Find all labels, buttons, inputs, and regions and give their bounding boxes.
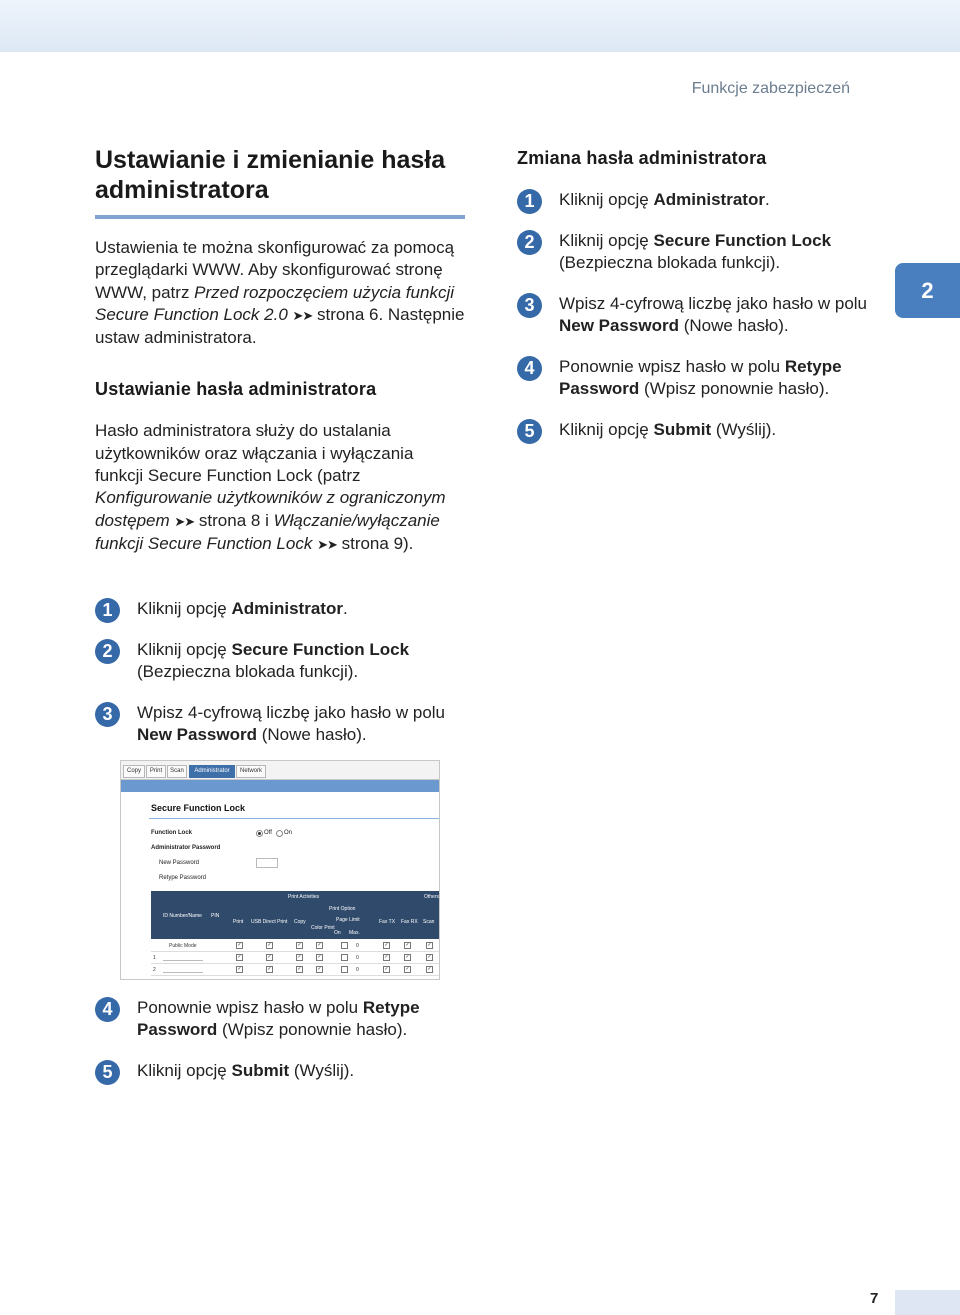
th-print-option: Print Option (329, 906, 356, 912)
checkbox: ✓ (427, 954, 432, 960)
step-ui-term: Retype Password (559, 357, 842, 399)
screenshot-header-band (121, 780, 439, 792)
steps-set-password-b (95, 997, 455, 1082)
id-field (163, 972, 203, 973)
screenshot-tab-bar (121, 761, 439, 780)
checkbox: ✓ (317, 966, 322, 972)
th-pin: PIN (211, 913, 220, 919)
off-label: Off (264, 830, 272, 836)
intro-text-2: strona 6. Następnie ustaw administratora. (95, 304, 465, 348)
row-label: Public Mode (169, 943, 197, 949)
subheading-set-password: Ustawianie hasła administratora (95, 379, 377, 400)
step-number-marker: 5 (95, 1060, 120, 1085)
th-fax-rx: Fax RX (401, 919, 418, 925)
checkbox: ✓ (267, 942, 272, 948)
checkbox: ✓ (297, 942, 302, 948)
checkbox: ✓ (237, 954, 242, 960)
step-ui-term: Administrator (231, 599, 343, 618)
step-number-marker: 4 (95, 997, 120, 1022)
step-text: (Wpisz ponownie hasło). (217, 1020, 408, 1040)
step-text: (Wpisz ponownie hasło). (639, 379, 830, 399)
screenshot-title-rule (149, 818, 439, 819)
restricted-users-table (151, 891, 439, 979)
new-password-label: New Password (159, 860, 200, 866)
step-text: Kliknij opcję (559, 190, 654, 209)
step-text: (Wyślij). (711, 420, 777, 439)
checkbox: ✓ (317, 942, 322, 948)
running-header: Funkcje zabezpieczeń (691, 80, 850, 97)
checkbox: ✓ (267, 954, 272, 960)
checkbox: ✓ (317, 954, 322, 960)
id-field (163, 960, 203, 961)
checkbox (341, 966, 348, 973)
checkbox: ✓ (237, 942, 242, 948)
step-text: . (342, 599, 348, 618)
step-text: Ponownie wpisz hasło w polu (137, 998, 363, 1017)
tab-scan: Scan (167, 765, 187, 778)
row-label: 1 (153, 955, 156, 961)
step-text: Ponownie wpisz hasło w polu (559, 357, 785, 376)
tab-administrator: Administrator (189, 765, 235, 778)
list-item (517, 419, 887, 441)
th-usb-direct-print: USB Direct Print (251, 919, 288, 925)
list-item (517, 189, 887, 230)
checkbox: ✓ (297, 966, 302, 972)
checkbox (341, 942, 348, 949)
th-on: On (334, 930, 341, 936)
step-ui-term: Administrator (653, 190, 765, 209)
tab-print: Print (146, 765, 166, 778)
step-number-marker: 3 (95, 702, 120, 727)
list-item (517, 293, 887, 356)
row-label: 2 (153, 967, 156, 973)
step-ui-term: Secure Function Lock (653, 231, 832, 250)
screenshot-title: Secure Function Lock (151, 803, 246, 813)
checkbox: ✓ (267, 966, 272, 972)
checkbox: ✓ (405, 942, 410, 948)
desc-reference-1: Konfigurowanie użytkowników z ograniczonym dostępem (95, 488, 446, 530)
table-row (151, 953, 439, 964)
desc-text-1: Hasło administratora służy do ustalania użytkowników oraz włączania i wyłączania funkcji Secure Function Lock (patrz (95, 421, 414, 486)
row-value: 0 (356, 943, 359, 949)
list-item (95, 598, 455, 639)
intro-paragraph (95, 237, 467, 349)
chapter-tab: 2 (895, 263, 960, 318)
checkbox (341, 954, 348, 961)
screenshot-figure (120, 760, 440, 980)
checkbox: ✓ (427, 942, 432, 948)
step-ui-term: Retype Password (137, 998, 420, 1040)
tab-copy: Copy (123, 765, 145, 778)
top-band (0, 0, 960, 52)
list-item (517, 230, 887, 293)
step-text: Kliknij opcję (559, 420, 654, 439)
left-column (95, 145, 470, 556)
on-radio (276, 830, 283, 837)
function-lock-label: Function Lock (151, 830, 192, 836)
row-value: 0 (356, 955, 359, 961)
list-item (517, 356, 887, 419)
step-ui-term: New Password (559, 316, 679, 336)
step-number-marker: 1 (95, 598, 120, 623)
step-ui-term: New Password (137, 725, 257, 745)
step-ui-term: Submit (231, 1061, 290, 1080)
steps-change-password (517, 189, 887, 441)
th-page-limit: Page Limit (336, 917, 360, 923)
subheading-change-password: Zmiana hasła administratora (517, 148, 767, 168)
page-number-band (895, 1290, 960, 1315)
checkbox: ✓ (405, 954, 410, 960)
step-ui-term: Secure Function Lock (231, 640, 410, 659)
step-text: Kliknij opcję (137, 640, 232, 659)
list-item (95, 639, 455, 702)
reference-arrow-icon: ➤➤ (317, 536, 337, 552)
step-text: (Wyślij). (289, 1061, 355, 1080)
th-print-activities: Print Activities (288, 894, 320, 900)
checkbox: ✓ (405, 966, 410, 972)
step-ui-term: Submit (653, 420, 712, 439)
checkbox: ✓ (427, 966, 432, 972)
th-max: Max. (349, 930, 360, 936)
new-password-field (256, 858, 278, 868)
step-number-marker: 3 (517, 293, 542, 318)
step-text: (Nowe hasło). (679, 316, 789, 336)
row-value: 0 (356, 967, 359, 973)
checkbox: ✓ (297, 954, 302, 960)
off-radio (256, 830, 263, 837)
th-copy: Copy (294, 919, 306, 925)
administrator-password-label: Administrator Password (151, 845, 221, 851)
th-fax-tx: Fax TX (379, 919, 396, 925)
th-print: Print (233, 919, 244, 925)
step-text: (Bezpieczna blokada funkcji). (559, 253, 781, 273)
table-row (151, 941, 439, 952)
step-text: (Nowe hasło). (257, 725, 367, 745)
th-others: Others (424, 894, 440, 900)
th-scan: Scan (423, 919, 435, 925)
title-rule (95, 215, 465, 219)
desc-text-2: strona 8 i (194, 510, 274, 530)
step-number-marker: 2 (517, 230, 542, 255)
page-number: 7 (870, 1290, 879, 1307)
checkbox: ✓ (384, 966, 389, 972)
desc-reference-2: Włączanie/wyłączanie funkcji Secure Function Lock (95, 510, 440, 553)
list-item (95, 1060, 455, 1082)
checkbox: ✓ (237, 966, 242, 972)
step-text: Kliknij opcję (137, 599, 232, 618)
step-text: Wpisz 4-cyfrową liczbę jako hasło w polu (559, 294, 868, 313)
step-text: . (764, 190, 770, 209)
step-number-marker: 1 (517, 189, 542, 214)
step-number-marker: 2 (95, 639, 120, 664)
step-text: Wpisz 4-cyfrową liczbę jako hasło w polu (137, 703, 446, 722)
desc-text-3: strona 9). (336, 533, 414, 553)
page-title: Ustawianie i zmienianie hasła administratora (95, 146, 446, 204)
on-label: On (284, 830, 293, 836)
intro-text-1: Ustawienia te można skonfigurować za pomocą przeglądarki WWW. Aby skonfigurować stronę WWW, patrz (95, 238, 455, 302)
tab-network: Network (236, 765, 266, 778)
right-column (517, 148, 897, 441)
step-number-marker: 4 (517, 356, 542, 381)
th-id-name: ID Number/Name (163, 913, 202, 919)
retype-password-label: Retype Password (159, 875, 207, 881)
steps-set-password-a (95, 598, 455, 747)
reference-arrow-icon: ➤➤ (174, 513, 195, 529)
checkbox: ✓ (384, 942, 389, 948)
table-row (151, 965, 439, 976)
reference-arrow-icon: ➤➤ (292, 307, 313, 323)
step-text: Kliknij opcję (137, 1061, 232, 1080)
list-item (95, 702, 455, 747)
intro-reference: Przed rozpoczęciem użycia funkcji Secure Function Lock 2.0 (95, 282, 454, 324)
checkbox: ✓ (384, 954, 389, 960)
description-paragraph (95, 420, 460, 556)
step-text: Kliknij opcję (559, 231, 654, 250)
step-number-marker: 5 (517, 419, 542, 444)
step-text: (Bezpieczna blokada funkcji). (137, 662, 359, 682)
list-item (95, 997, 455, 1060)
th-color-print: Color Print (311, 925, 335, 931)
